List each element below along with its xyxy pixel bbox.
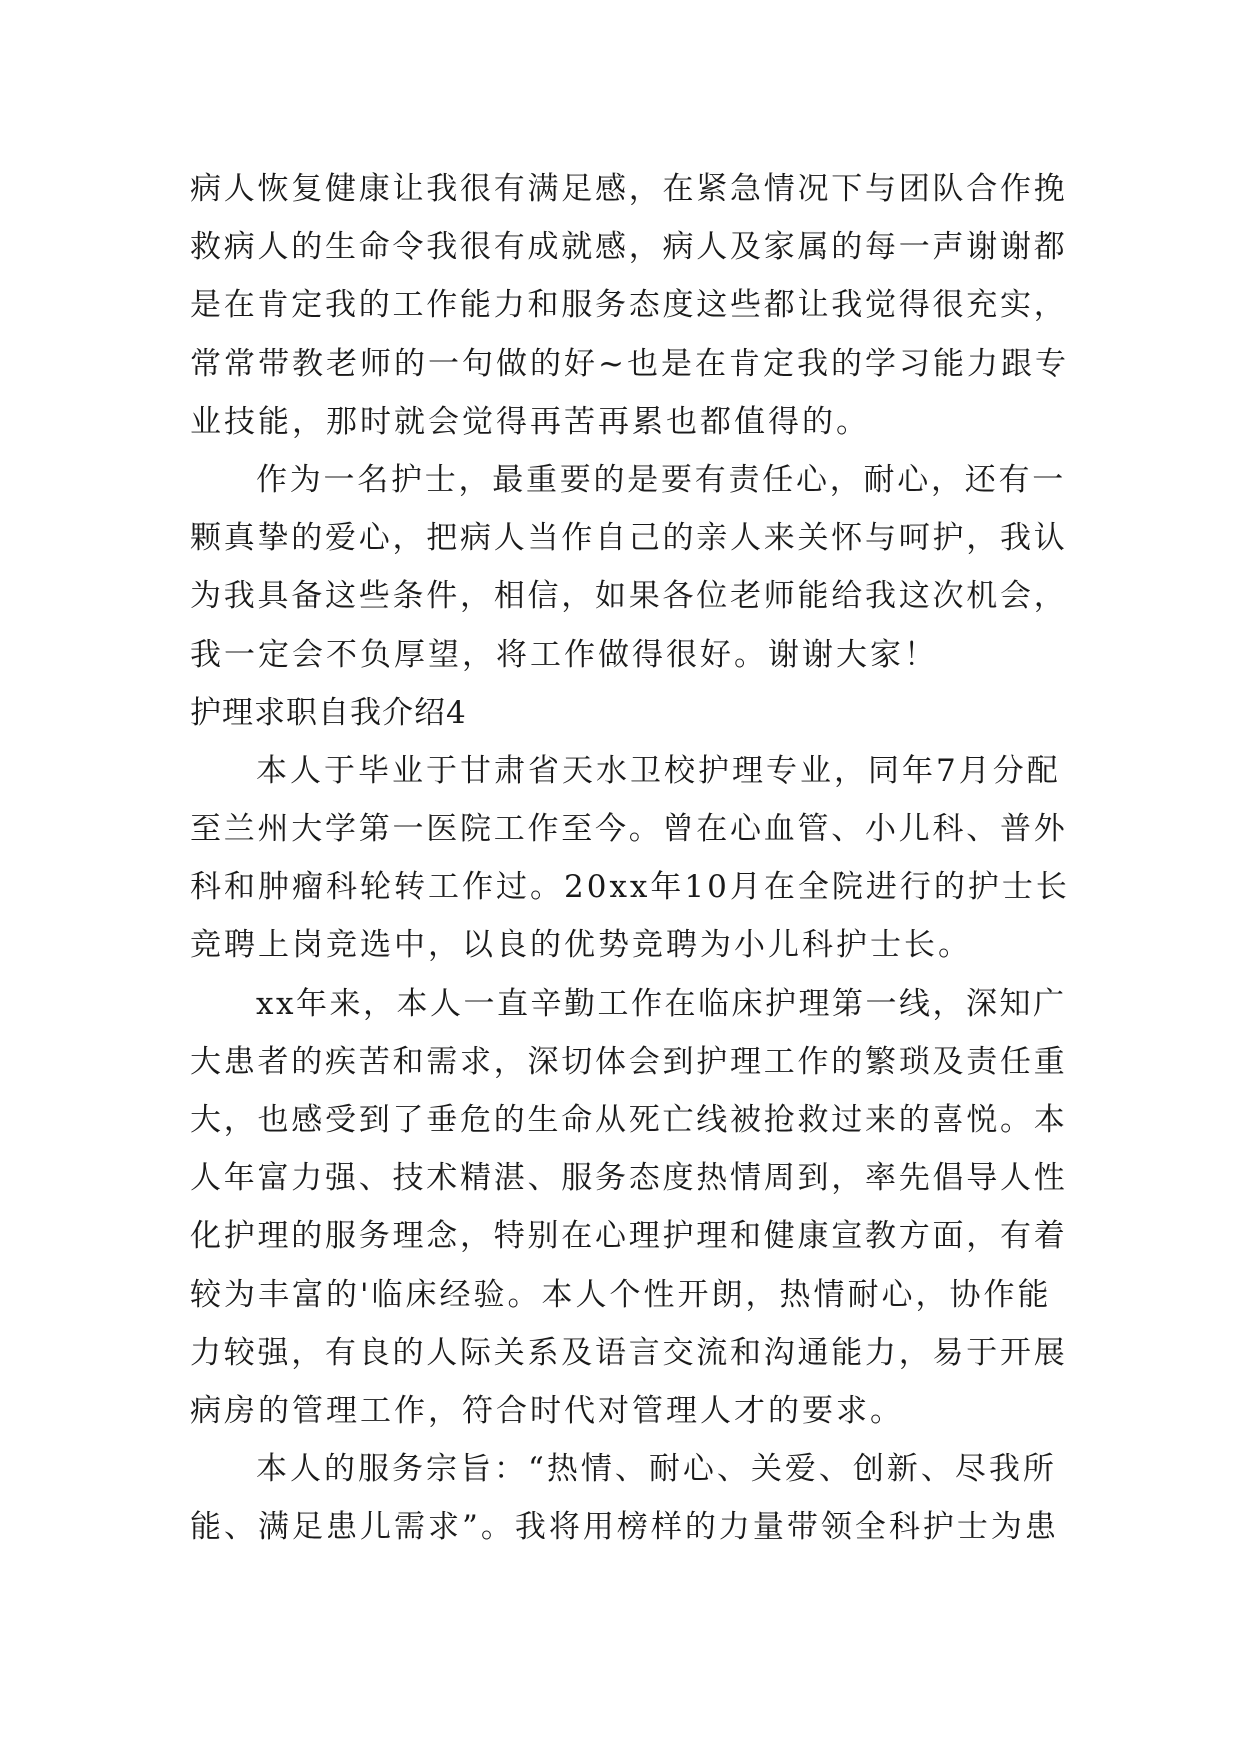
text-line: 科和肿瘤科轮转工作过。20xx年10月在全院进行的护士长 (190, 869, 1070, 906)
text-line: 病房的管理工作，符合时代对管理人才的要求。 (190, 1392, 904, 1429)
text-line: 大，也感受到了垂危的生命从死亡线被抢救过来的喜悦。本 (190, 1102, 1068, 1138)
text-line: 较为丰富的'临床经验。本人个性开朗，热情耐心，协作能 (190, 1276, 1052, 1313)
text-line: 化护理的服务理念，特别在心理护理和健康宣教方面，有着 (190, 1218, 1068, 1255)
section-heading: 护理求职自我介绍4 (190, 694, 467, 731)
text-line: 病人恢复健康让我很有满足感，在紧急情况下与团队合作挽 (190, 171, 1068, 207)
text-line: 为我具备这些条件，相信，如果各位老师能给我这次机会， (190, 578, 1068, 615)
text-line: 大患者的疾苦和需求，深切体会到护理工作的繁琐及责任重 (190, 1043, 1068, 1080)
text-line: 常常带教老师的一句做的好~也是在肯定我的学习能力跟专 (190, 345, 1069, 382)
text-line: 是在肯定我的工作能力和服务态度这些都让我觉得很充实， (190, 287, 1068, 324)
text-line: 救病人的生命令我很有成就感，病人及家属的每一声谢谢都 (190, 229, 1068, 266)
text-line: 颗真挚的爱心，把病人当作自己的亲人来关怀与呵护，我认 (190, 520, 1068, 557)
text-line: 业技能，那时就会觉得再苦再累也都值得的。 (190, 403, 870, 440)
text-line: 竞聘上岗竞选中，以良的优势竞聘为小儿科护士长。 (190, 927, 972, 964)
document-body (190, 160, 1070, 1557)
text-line: 人年富力强、技术精湛、服务态度热情周到，率先倡导人性 (190, 1160, 1068, 1197)
text-line: 力较强，有良的人际关系及语言交流和沟通能力，易于开展 (190, 1334, 1068, 1371)
text-line: 本人于毕业于甘肃省天水卫校护理专业，同年7月分配 (256, 752, 1061, 789)
text-line: xx年来，本人一直辛勤工作在临床护理第一线，深知广 (256, 985, 1067, 1022)
text-line: 至兰州大学第一医院工作至今。曾在心血管、小儿科、普外 (190, 811, 1068, 848)
text-line: 我一定会不负厚望，将工作做得很好。谢谢大家！ (190, 636, 938, 673)
text-line: 本人的服务宗旨：“热情、耐心、关爱、创新、尽我所 (256, 1451, 1057, 1488)
text-line: 能、满足患儿需求”。我将用榜样的力量带领全科护士为患 (190, 1509, 1059, 1546)
text-line: 作为一名护士，最重要的是要有责任心，耐心，还有一 (256, 461, 1066, 498)
